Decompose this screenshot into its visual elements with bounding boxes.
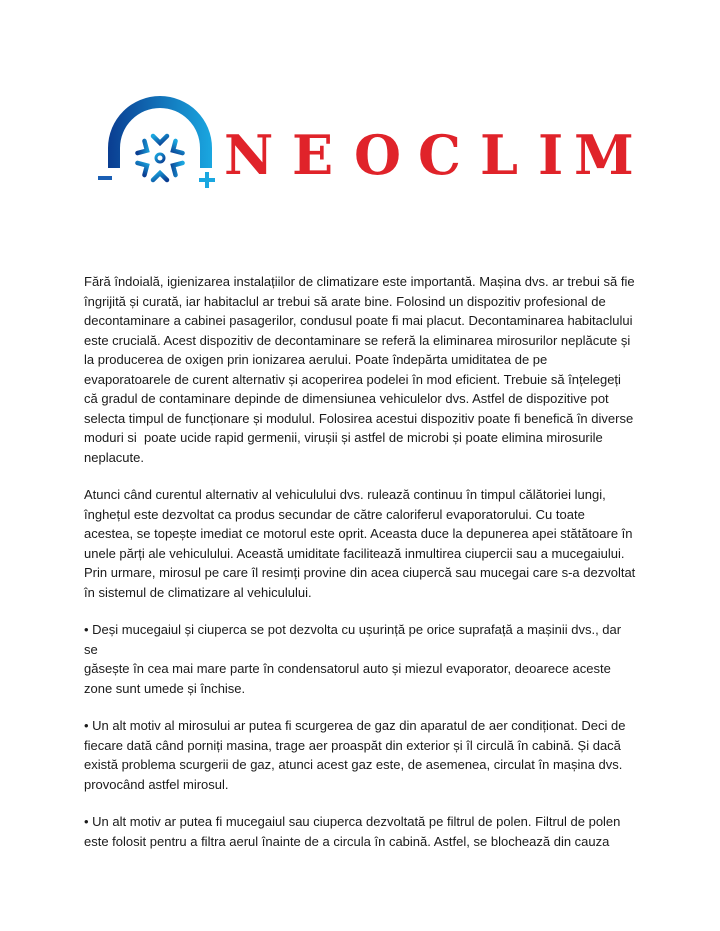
article-body	[84, 272, 636, 869]
snowflake-icon	[131, 128, 190, 188]
logo-graphic	[96, 96, 636, 196]
plus-icon	[199, 172, 215, 188]
logo-letter: C	[418, 123, 461, 187]
bullet-gas-leak: • Un alt motiv al mirosului ar putea fi scurgerea de gaz din aparatul de aer condiționat. Deci de fiecare dată când porniți masina, trage aer proaspăt din exterior și îl circulă în cabină. Și dacă există problema scurgerii de gaz, atunci acest gaz este, de asemenea, circulat în mașina dvs. provocând astfel mirosul.	[84, 718, 626, 792]
paragraph-intro: Fără îndoială, igienizarea instalațiilor de climatizare este importantă. Mașina dvs. ar trebui să fie îngrijită și curată, iar habitaclul ar trebui să arate bine. Folosind un dispozitiv profesional de decontaminare a cabinei pasagerilor, condusul poate fi mai placut. Decontaminarea habitaclului este crucială. Acest dispozitiv de decontaminare se referă la eliminarea mirosurilor neplăcute și la producerea de oxigen prin ionizarea aerului. Poate îndepărta umiditatea de pe evaporatoarele de curent alternativ și acoperirea podelei în mod eficient. Trebuie să înțelegeți că gradul de contaminare depinde de dimensiunea vehiculelor dvs. Astfel de dispozitive pot selecta timpul de funcționare și modulul. Folosirea acestui dispozitiv poate fi benefică în diverse moduri si poate ucide rapid germenii, virușii și astfel de microbi și poate elimina mirosurile neplacute.	[84, 274, 635, 465]
minus-icon	[98, 176, 112, 180]
logo-letter: L	[480, 123, 518, 187]
bullet-mold: • Deși mucegaiul și ciuperca se pot dezvolta cu ușurință pe orice suprafață a mașinii dvs., dar se găsește în cea mai mare parte în condensatorul auto și miezul evaporator, deoarece aceste zone sunt umede și închise.	[84, 622, 622, 696]
bullet-pollen-filter: • Un alt motiv ar putea fi mucegaiul sau ciuperca dezvoltată pe filtrul de polen. Filtrul de polen este folosit pentru a filtra aerul înainte de a circula în cabină. Astfel, se blochează din cauza	[84, 814, 621, 849]
logo-letter: N	[224, 123, 274, 187]
logo-letter: M	[574, 123, 634, 187]
logo-letter: I	[538, 123, 564, 187]
logo-letter: E	[292, 123, 334, 187]
paragraph-cause: Atunci când curentul alternativ al vehiculului dvs. rulează continuu în timpul călătoriei lungi, înghețul este dezvoltat ca produs secundar de către caloriferul evaporatorului. Cu toate acestea, se topește imediat ce motorul este oprit. Aceasta duce la depunerea apei stătătoare în unele părți ale vehiculului. Această umiditate facilitează inmultirea ciupercii sau a mucegaiului. Prin urmare, mirosul pe care îl resimți provine din acea ciupercă sau mucegai care s-a dezvoltat în sistemul de climatizare al vehiculului.	[84, 487, 636, 600]
neoclim-logo	[96, 96, 636, 196]
logo-letter: O	[354, 123, 402, 187]
